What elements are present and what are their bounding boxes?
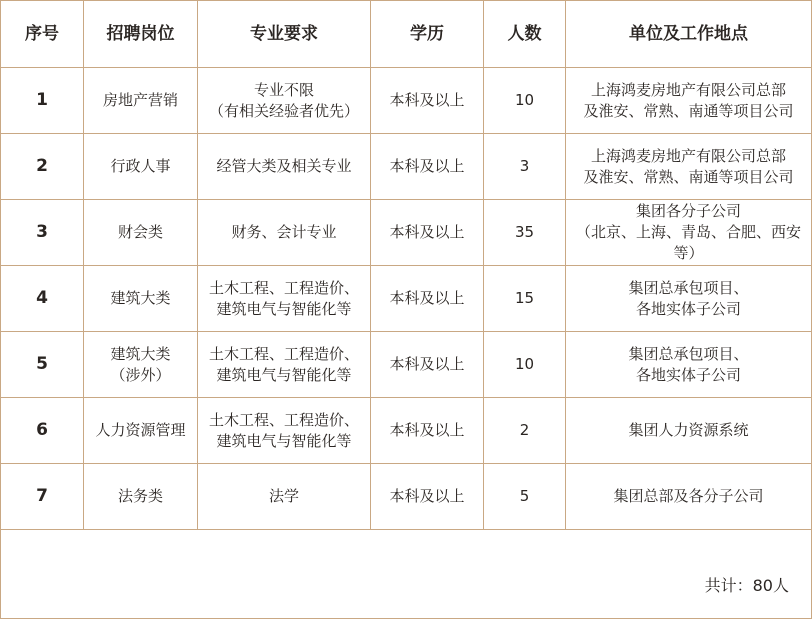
cell-major-line: 经管大类及相关专业 <box>216 157 352 175</box>
cell-seq: 3 <box>1 200 84 266</box>
cell-major <box>198 464 371 530</box>
cell-seq: 5 <box>1 332 84 398</box>
cell-seq: 6 <box>1 398 84 464</box>
header-count: 人数 <box>484 1 566 68</box>
cell-major-line: 财务、会计专业 <box>231 223 337 241</box>
cell-major <box>198 266 371 332</box>
header-major: 专业要求 <box>198 1 371 68</box>
cell-position-line: 人力资源管理 <box>95 421 186 439</box>
cell-education: 本科及以上 <box>371 464 484 530</box>
cell-location-line: 各地实体子公司 <box>635 299 741 318</box>
total-text: 共计：80人 <box>1 530 812 619</box>
cell-position-line: 建筑大类 <box>110 344 171 363</box>
cell-count: 3 <box>484 134 566 200</box>
cell-position <box>84 332 198 398</box>
table-row <box>1 200 812 266</box>
cell-seq: 1 <box>1 68 84 134</box>
cell-major-line: （有相关经验者优先） <box>208 101 359 120</box>
cell-position <box>84 134 198 200</box>
cell-position-line: 房地产营销 <box>102 91 178 109</box>
table-row <box>1 398 812 464</box>
cell-major-line: 建筑电气与智能化等 <box>216 365 352 384</box>
cell-major-line: 土木工程、工程造价、 <box>208 278 359 297</box>
cell-position-line: 财会类 <box>117 223 163 241</box>
table-row <box>1 266 812 332</box>
cell-location <box>566 266 812 332</box>
cell-location-line: 上海鸿麦房地产有限公司总部 <box>590 146 786 165</box>
cell-major <box>198 68 371 134</box>
cell-position <box>84 68 198 134</box>
table-row <box>1 464 812 530</box>
cell-count: 10 <box>484 68 566 134</box>
cell-major-line: 建筑电气与智能化等 <box>216 299 352 318</box>
cell-major <box>198 134 371 200</box>
table-row <box>1 332 812 398</box>
cell-position-line: 建筑大类 <box>110 289 171 307</box>
cell-major <box>198 332 371 398</box>
cell-education: 本科及以上 <box>371 200 484 266</box>
cell-major-line: 土木工程、工程造价、 <box>208 410 359 429</box>
cell-location-line: 集团总承包项目、 <box>628 278 749 297</box>
cell-location-line: 集团各分子公司 <box>635 202 741 220</box>
cell-count: 2 <box>484 398 566 464</box>
cell-position <box>84 200 198 266</box>
cell-position <box>84 464 198 530</box>
table-row <box>1 68 812 134</box>
cell-count: 5 <box>484 464 566 530</box>
cell-position-line: （涉外） <box>110 365 171 384</box>
cell-major-line: 法学 <box>268 487 299 505</box>
cell-major-line: 专业不限 <box>253 80 314 99</box>
cell-major-line: 土木工程、工程造价、 <box>208 344 359 363</box>
cell-seq: 7 <box>1 464 84 530</box>
cell-location <box>566 332 812 398</box>
cell-count: 15 <box>484 266 566 332</box>
cell-seq: 4 <box>1 266 84 332</box>
cell-major <box>198 200 371 266</box>
header-position: 招聘岗位 <box>84 1 198 68</box>
cell-location-line: 各地实体子公司 <box>635 365 741 384</box>
total-row <box>1 530 812 619</box>
cell-education: 本科及以上 <box>371 266 484 332</box>
table-row <box>1 134 812 200</box>
header-education: 学历 <box>371 1 484 68</box>
cell-location <box>566 464 812 530</box>
cell-location <box>566 134 812 200</box>
cell-location-line: 集团总承包项目、 <box>628 344 749 363</box>
cell-education: 本科及以上 <box>371 332 484 398</box>
header-row <box>1 1 812 68</box>
cell-location-line: 上海鸿麦房地产有限公司总部 <box>590 80 786 99</box>
cell-education: 本科及以上 <box>371 398 484 464</box>
cell-location-line: 及淮安、常熟、南通等项目公司 <box>583 167 794 186</box>
cell-education: 本科及以上 <box>371 134 484 200</box>
cell-position <box>84 398 198 464</box>
header-seq: 序号 <box>1 1 84 68</box>
cell-location-line: （北京、上海、青岛、合肥、西安等） <box>575 223 801 262</box>
header-location: 单位及工作地点 <box>566 1 812 68</box>
cell-position <box>84 266 198 332</box>
cell-location <box>566 68 812 134</box>
cell-education: 本科及以上 <box>371 68 484 134</box>
cell-location-line: 及淮安、常熟、南通等项目公司 <box>583 101 794 120</box>
cell-seq: 2 <box>1 134 84 200</box>
cell-location-line: 集团人力资源系统 <box>628 421 749 439</box>
cell-count: 10 <box>484 332 566 398</box>
cell-location <box>566 398 812 464</box>
cell-major-line: 建筑电气与智能化等 <box>216 431 352 450</box>
cell-location-line: 集团总部及各分子公司 <box>613 487 764 505</box>
cell-major <box>198 398 371 464</box>
cell-count: 35 <box>484 200 566 266</box>
cell-position-line: 行政人事 <box>110 157 171 175</box>
cell-position-line: 法务类 <box>117 487 163 505</box>
cell-location <box>566 200 812 266</box>
